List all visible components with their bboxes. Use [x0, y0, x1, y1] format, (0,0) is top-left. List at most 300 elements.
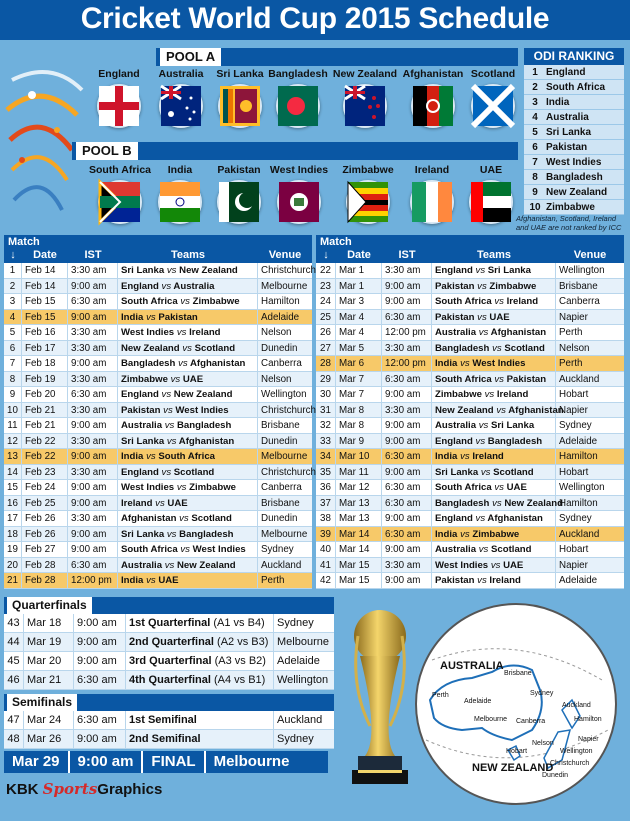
match-teams — [432, 558, 556, 573]
ranking-row — [524, 125, 624, 140]
match-row — [316, 263, 624, 279]
match-teams — [432, 573, 556, 588]
team-one: West Indies — [121, 327, 175, 338]
match-date: Feb 26 — [22, 511, 68, 526]
match-venue: Napier — [559, 404, 588, 416]
match-number: 27 — [316, 341, 336, 356]
match-time: 6:30 am — [74, 671, 126, 689]
team-one: Zimbabwe — [435, 389, 482, 400]
team-one: Sri Lanka — [121, 435, 165, 447]
match-number: 1 — [4, 263, 22, 278]
city-label: Christchurch — [550, 760, 590, 767]
match-number: 34 — [316, 449, 336, 464]
match-teams — [118, 387, 258, 402]
match-venue: Canberra — [261, 482, 302, 493]
city-label: Adelaide — [464, 698, 492, 705]
team-one: New Zealand — [435, 404, 494, 416]
team-name: Sri Lanka — [216, 68, 264, 80]
team-two: South Africa — [158, 451, 216, 462]
match-number: 7 — [4, 356, 22, 371]
match-number: 31 — [316, 403, 336, 418]
map-australia-new-zealand — [412, 600, 620, 808]
schedule-header — [4, 235, 312, 263]
match-venue: Dunedin — [261, 513, 298, 524]
match-number: 21 — [4, 573, 22, 588]
match-number: 42 — [316, 573, 336, 588]
date-header: Date — [347, 249, 371, 261]
vs-label: vs — [180, 296, 190, 307]
pool-b-title: POOL B — [76, 142, 138, 160]
match-row — [316, 279, 624, 295]
team-two: UAE — [182, 373, 204, 385]
match-teams — [432, 418, 556, 433]
team-two: Zimbabwe — [189, 482, 236, 493]
match-teams — [432, 480, 556, 495]
ranking-row — [524, 200, 624, 215]
match-teams — [118, 341, 258, 356]
match-time: 9:00 am — [382, 511, 432, 526]
team-two: Scotland — [493, 466, 534, 478]
match-date: Mar 15 — [336, 573, 382, 588]
match-venue: Nelson — [559, 342, 590, 354]
south-africa-flag-icon — [98, 180, 142, 224]
match-time: 9:00 am — [68, 542, 118, 557]
match-teams — [432, 465, 556, 480]
match-venue: Sydney — [559, 513, 592, 524]
match-time: 9:00 am — [74, 614, 126, 632]
team-zimbabwe — [331, 164, 405, 224]
match-time: 3:30 am — [382, 341, 432, 356]
ranking-team: India — [546, 97, 570, 108]
team-one: West Indies — [435, 559, 489, 571]
match-row — [4, 480, 312, 496]
match-venue: Wellington — [559, 482, 605, 493]
new-zealand-flag-icon — [343, 84, 387, 128]
teams-header: Teams — [170, 249, 206, 261]
match-row — [4, 558, 312, 574]
ranking-team: Zimbabwe — [546, 202, 595, 213]
city-label: Napier — [578, 736, 599, 743]
schedule-table-right — [316, 235, 624, 589]
city-label: Dunedin — [542, 772, 569, 779]
pool-a-label — [156, 48, 518, 66]
vs-label: vs — [182, 342, 192, 354]
schedule-rows — [316, 263, 624, 589]
match-number: 47 — [4, 711, 24, 729]
team-two: Bangladesh — [179, 528, 234, 540]
match-number: 6 — [4, 341, 22, 356]
match-date: Mar 1 — [336, 279, 382, 294]
team-two: Afghanistan — [508, 404, 564, 416]
vs-label: vs — [176, 482, 187, 493]
match-number: 33 — [316, 434, 336, 449]
team-one: Sri Lanka — [121, 528, 165, 540]
match-number: 48 — [4, 730, 24, 748]
team-one: Pakistan — [435, 280, 475, 292]
match-time: 12:00 pm — [382, 356, 432, 371]
match-header: Match — [8, 236, 40, 248]
match-row — [316, 294, 624, 310]
match-number: 30 — [316, 387, 336, 402]
team-name: Scotland — [470, 68, 516, 80]
match-venue: Sydney — [261, 544, 294, 555]
match-venue: Dunedin — [261, 342, 298, 354]
date-header: Date — [33, 249, 57, 261]
match-venue: Melbourne — [277, 636, 329, 648]
match-time: 6:30 am — [68, 558, 118, 573]
match-number: 26 — [316, 325, 336, 340]
match-row — [4, 310, 312, 326]
match-teams — [118, 480, 258, 495]
match-teams — [118, 527, 258, 542]
team-two: Scotland — [194, 342, 236, 354]
match-number: 2 — [4, 279, 22, 294]
team-name: West Indies — [269, 164, 329, 176]
match-venue: Christchurch — [261, 265, 316, 276]
city-label: Nelson — [532, 740, 554, 747]
match-date: Mar 15 — [336, 558, 382, 573]
match-venue: Adelaide — [277, 655, 320, 667]
match-row — [316, 434, 624, 450]
afghanistan-flag-icon — [411, 84, 455, 128]
match-date: Mar 14 — [336, 542, 382, 557]
match-row — [316, 542, 624, 558]
match-date: Mar 8 — [336, 403, 382, 418]
match-teams — [432, 325, 556, 340]
team-one: Australia — [121, 420, 163, 431]
match-time: 9:00 am — [382, 418, 432, 433]
ist-header: IST — [84, 249, 102, 261]
brand-pre: KBK — [6, 781, 39, 798]
semifinals-title: Semifinals — [7, 694, 77, 711]
match-date: Mar 13 — [336, 511, 382, 526]
match-venue: Wellington — [277, 674, 329, 686]
match-row — [316, 325, 624, 341]
team-two: Ireland — [189, 327, 221, 338]
match-date: Feb 22 — [22, 434, 68, 449]
match-teams — [118, 356, 258, 371]
team-two: Ireland — [489, 575, 521, 586]
ranking-team: South Africa — [546, 82, 606, 93]
team-two: Pakistan — [506, 373, 547, 385]
vs-label: vs — [460, 358, 470, 369]
match-date: Mar 5 — [336, 341, 382, 356]
match-teams — [118, 403, 258, 418]
match-teams — [118, 573, 258, 588]
vs-label: vs — [480, 466, 491, 478]
match-venue: Hobart — [559, 544, 589, 555]
match-venue: Hamilton — [261, 296, 300, 307]
vs-label: vs — [460, 451, 470, 462]
ranking-team: Pakistan — [546, 142, 588, 153]
match-number: 8 — [4, 372, 22, 387]
match-number: 23 — [316, 279, 336, 294]
match-date: Mar 10 — [336, 449, 382, 464]
match-row — [316, 511, 624, 527]
match-number: 11 — [4, 418, 22, 433]
semifinals-table — [4, 711, 334, 749]
venue-header: Venue — [573, 249, 607, 261]
ranking-row — [524, 185, 624, 200]
vs-label: vs — [146, 311, 156, 323]
match-venue: Brisbane — [559, 280, 598, 292]
match-date: Mar 7 — [336, 387, 382, 402]
match-number: 29 — [316, 372, 336, 387]
match-row — [316, 465, 624, 481]
vs-label: vs — [492, 342, 502, 354]
ranking-number: 5 — [532, 127, 538, 138]
ranking-note: Afghanistan, Scotland, Ireland and UAE are not ranked by ICC — [516, 214, 622, 232]
match-number: 46 — [4, 671, 24, 689]
match-venue: Wellington — [261, 389, 307, 400]
match-number: 10 — [4, 403, 22, 418]
match-time: 6:30 am — [382, 496, 432, 511]
match-date: Mar 1 — [336, 263, 382, 278]
vs-label: vs — [166, 528, 177, 540]
match-time: 3:30 am — [68, 511, 118, 526]
match-teams — [118, 279, 258, 294]
match-date: Mar 4 — [336, 310, 382, 325]
match-venue: Nelson — [261, 327, 292, 338]
round-detail: (A3 vs B2) — [214, 655, 266, 667]
match-date: Feb 14 — [22, 279, 68, 294]
match-teams — [432, 341, 556, 356]
match-date: Mar 24 — [24, 711, 74, 729]
zimbabwe-flag-icon — [346, 180, 390, 224]
match-time: 9:00 am — [382, 387, 432, 402]
match-time: 9:00 am — [68, 449, 118, 464]
match-venue: Auckland — [277, 714, 323, 726]
quarterfinals-title: Quarterfinals — [7, 597, 92, 614]
sri-lanka-flag-icon — [218, 84, 262, 128]
odi-ranking-box — [524, 48, 624, 215]
match-venue: Hobart — [559, 389, 589, 400]
match-time: 3:30 am — [68, 372, 118, 387]
team-one: England — [121, 466, 159, 478]
team-two: West Indies — [472, 358, 526, 369]
match-date: Feb 22 — [22, 449, 68, 464]
match-venue: Hamilton — [559, 451, 598, 462]
match-time: 9:00 am — [68, 480, 118, 495]
match-venue: Melbourne — [261, 280, 308, 292]
ist-header: IST — [398, 249, 416, 261]
match-venue: Wellington — [559, 265, 605, 276]
match-time: 6:30 am — [68, 387, 118, 402]
match-row — [316, 372, 624, 388]
ranking-number: 6 — [532, 142, 538, 153]
pool-b-label — [72, 142, 518, 160]
team-two: Bangladesh — [177, 420, 232, 431]
match-row — [4, 263, 316, 279]
match-row — [4, 325, 312, 341]
match-venue: Nelson — [261, 373, 292, 385]
city-label: Sydney — [530, 690, 554, 697]
team-two: Zimbabwe — [192, 296, 240, 307]
team-name: England — [98, 68, 140, 80]
vs-label: vs — [494, 373, 504, 385]
ranking-number: 7 — [532, 157, 538, 168]
match-row — [316, 418, 624, 434]
team-two: New Zealand — [504, 497, 563, 509]
team-two: Scotland — [504, 342, 545, 354]
vs-label: vs — [164, 559, 175, 571]
city-label: Canberra — [516, 718, 546, 725]
vs-label: vs — [477, 575, 487, 586]
team-one: England — [435, 265, 473, 276]
vs-label: vs — [166, 265, 177, 276]
team-one: India — [435, 358, 458, 369]
match-row — [4, 418, 312, 434]
match-time: 12:00 pm — [382, 325, 432, 340]
round-name: 2nd Quarterfinal — [129, 636, 214, 648]
final-bar — [4, 751, 328, 773]
match-time: 3:30 am — [68, 465, 118, 480]
knockout-row — [4, 730, 334, 749]
match-venue: Melbourne — [261, 528, 308, 540]
match-time: 9:00 am — [68, 418, 118, 433]
match-date: Feb 18 — [22, 356, 68, 371]
match-teams — [118, 418, 258, 433]
match-number: 9 — [4, 387, 22, 402]
team-one: South Africa — [435, 296, 492, 307]
vs-label: vs — [180, 544, 190, 555]
arrow-down-icon: ↓ — [10, 249, 16, 261]
match-date: Mar 20 — [24, 652, 74, 670]
team-one: West Indies — [121, 482, 175, 493]
match-teams — [432, 527, 556, 542]
team-two: New Zealand — [173, 389, 233, 400]
team-two: Scotland — [191, 513, 232, 524]
match-teams — [432, 542, 556, 557]
match-time: 6:30 am — [68, 294, 118, 309]
quarterfinals-label — [4, 597, 334, 614]
match-date: Mar 18 — [24, 614, 74, 632]
match-venue: Napier — [559, 311, 588, 323]
city-label: Auckland — [562, 702, 591, 709]
team-two: Zimbabwe — [472, 528, 520, 540]
match-time: 9:00 am — [68, 356, 118, 371]
match-time: 9:00 am — [382, 465, 432, 480]
team-one: Bangladesh — [435, 497, 490, 509]
semifinals-label — [4, 694, 334, 711]
match-time: 9:00 am — [68, 496, 118, 511]
match-number: 43 — [4, 614, 24, 632]
match-row — [316, 480, 624, 496]
match-venue: Christchurch — [261, 404, 316, 416]
match-date: Feb 28 — [22, 558, 68, 573]
match-teams — [432, 310, 556, 325]
match-time: 3:30 am — [68, 403, 118, 418]
match-teams — [118, 496, 258, 511]
match-venue: Adelaide — [559, 435, 598, 447]
vs-label: vs — [170, 373, 181, 385]
pakistan-flag-icon — [217, 180, 261, 224]
match-venue: Auckland — [261, 559, 302, 571]
match-time: 3:30 am — [68, 325, 118, 340]
team-one: Australia — [435, 544, 477, 555]
pool-a-title: POOL A — [160, 48, 221, 66]
match-date: Feb 27 — [22, 542, 68, 557]
page-title: Cricket World Cup 2015 Schedule — [80, 2, 550, 35]
team-two: UAE — [503, 559, 524, 571]
match-name — [126, 671, 274, 689]
match-time: 9:00 am — [382, 294, 432, 309]
match-row — [4, 341, 312, 357]
team-one: Zimbabwe — [121, 373, 168, 385]
team-one: South Africa — [121, 296, 178, 307]
ranking-row — [524, 170, 624, 185]
match-time: 9:00 am — [74, 652, 126, 670]
match-venue: Brisbane — [261, 420, 300, 431]
ranking-team: England — [546, 67, 586, 78]
team-two: Zimbabwe — [489, 280, 537, 292]
team-one: India — [121, 311, 144, 323]
team-two: UAE — [489, 311, 510, 323]
match-venue: Perth — [559, 358, 583, 369]
vs-label: vs — [484, 389, 495, 400]
team-bangladesh — [261, 68, 335, 128]
team-two: UAE — [158, 575, 179, 586]
team-one: Bangladesh — [121, 358, 176, 369]
match-row — [4, 527, 312, 543]
team-name: UAE — [479, 164, 503, 176]
team-one: Pakistan — [435, 311, 475, 323]
ranking-number: 9 — [532, 187, 538, 198]
final-name: FINAL — [143, 751, 205, 773]
schedule-header — [316, 235, 624, 263]
match-number: 16 — [4, 496, 22, 511]
match-teams — [118, 294, 258, 309]
match-teams — [118, 465, 258, 480]
city-label: Melbourne — [474, 716, 508, 723]
knockout-row — [4, 711, 334, 730]
match-number: 20 — [4, 558, 22, 573]
team-one: India — [435, 451, 458, 462]
match-row — [4, 403, 316, 419]
round-name: 4th Quarterfinal — [129, 674, 211, 686]
match-venue: Hobart — [559, 466, 589, 478]
scotland-flag-icon — [471, 84, 515, 128]
team-one: South Africa — [435, 482, 492, 493]
team-two: Scotland — [173, 466, 215, 478]
knockout-row — [4, 614, 334, 633]
vs-label: vs — [146, 451, 156, 462]
match-number: 25 — [316, 310, 336, 325]
match-teams — [432, 356, 556, 371]
match-date: Feb 21 — [22, 403, 68, 418]
match-time: 3:30 am — [68, 341, 118, 356]
match-time: 6:30 am — [382, 449, 432, 464]
ranking-list — [524, 65, 624, 215]
match-date: Feb 17 — [22, 341, 68, 356]
match-date: Feb 19 — [22, 372, 68, 387]
match-name — [126, 711, 274, 729]
team-one: Afghanistan — [121, 513, 177, 524]
team-two: UAE — [506, 482, 527, 493]
match-number: 39 — [316, 527, 336, 542]
match-date: Feb 26 — [22, 527, 68, 542]
final-venue: Melbourne — [213, 753, 290, 770]
match-date: Mar 3 — [336, 294, 382, 309]
match-row — [4, 294, 312, 310]
australia-flag-icon — [159, 84, 203, 128]
match-date: Feb 15 — [22, 294, 68, 309]
match-venue: Sydney — [277, 733, 314, 745]
match-teams — [432, 403, 564, 418]
match-time: 3:30 am — [382, 263, 432, 278]
ranking-number: 10 — [529, 202, 541, 213]
vs-label: vs — [146, 575, 156, 586]
